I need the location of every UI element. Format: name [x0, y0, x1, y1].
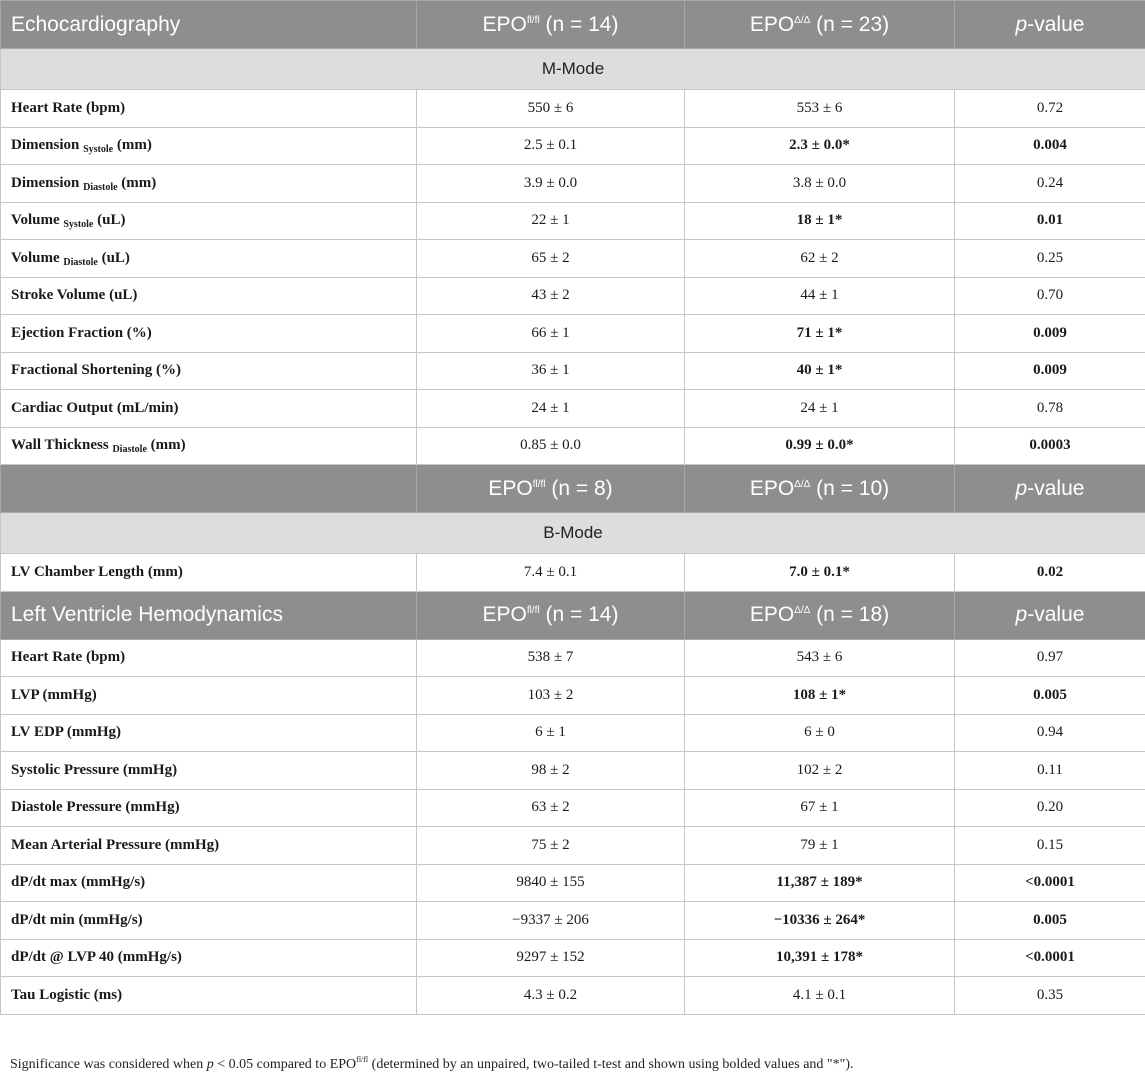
mode-subheader-row	[1, 513, 1145, 554]
label-text: dP/dt min (mmHg/s)	[11, 911, 143, 928]
knockout-value: 67 ± 1	[685, 789, 955, 827]
table-row	[1, 352, 1145, 390]
label-text: Volume	[11, 249, 64, 266]
control-value: 63 ± 2	[417, 789, 685, 827]
knockout-value: 102 ± 2	[685, 752, 955, 790]
measurement-label	[1, 554, 417, 592]
control-value: 0.85 ± 0.0	[417, 427, 685, 465]
p-value-column-header	[955, 465, 1145, 513]
measurement-label	[1, 939, 417, 977]
p-value: 0.70	[955, 277, 1145, 315]
knockout-value: 3.8 ± 0.0	[685, 165, 955, 203]
measurement-label	[1, 752, 417, 790]
label-text: Heart Rate (bpm)	[11, 649, 126, 666]
sample-size: (n = 10)	[810, 476, 890, 500]
knockout-value: 44 ± 1	[685, 277, 955, 315]
table-row	[1, 427, 1145, 465]
knockout-value: 71 ± 1*	[685, 315, 955, 353]
label-text: Volume	[11, 212, 64, 229]
knockout-value: 11,387 ± 189*	[685, 864, 955, 902]
control-value: 22 ± 1	[417, 202, 685, 240]
section-header-row	[1, 1, 1145, 49]
label-text: Diastole Pressure (mmHg)	[11, 799, 180, 816]
control-value: 24 ± 1	[417, 390, 685, 428]
p-value: 0.20	[955, 789, 1145, 827]
p-suffix: -value	[1027, 476, 1085, 500]
label-text: dP/dt max (mmHg/s)	[11, 874, 146, 891]
control-value: 98 ± 2	[417, 752, 685, 790]
label-text: Stroke Volume (uL)	[11, 287, 138, 304]
group-column-header	[685, 1, 955, 49]
knockout-value: 24 ± 1	[685, 390, 955, 428]
table-row	[1, 277, 1145, 315]
control-value: 9297 ± 152	[417, 939, 685, 977]
knockout-value: 543 ± 6	[685, 639, 955, 677]
p-value: 0.97	[955, 639, 1145, 677]
measurement-label	[1, 977, 417, 1015]
sample-size: (n = 8)	[545, 476, 613, 500]
control-value: 550 ± 6	[417, 90, 685, 128]
mode-subheader: B-Mode	[1, 513, 1145, 554]
table-row	[1, 902, 1145, 940]
control-value: 538 ± 7	[417, 639, 685, 677]
label-text: LV EDP (mmHg)	[11, 724, 122, 741]
label-text: Ejection Fraction (%)	[11, 324, 152, 341]
label-text: Dimension	[11, 174, 84, 191]
measurement-label	[1, 864, 417, 902]
knockout-value: 6 ± 0	[685, 714, 955, 752]
group-name: EPO	[749, 12, 795, 36]
measurement-label	[1, 127, 417, 165]
mode-subheader: M-Mode	[1, 49, 1145, 90]
measurement-label	[1, 427, 417, 465]
table-row	[1, 202, 1145, 240]
table-row	[1, 977, 1145, 1015]
p-value: 0.15	[955, 827, 1145, 865]
knockout-value: 4.1 ± 0.1	[685, 977, 955, 1015]
measurement-label	[1, 202, 417, 240]
section-title: Echocardiography	[1, 1, 417, 49]
control-value: 3.9 ± 0.0	[417, 165, 685, 203]
p-value: 0.94	[955, 714, 1145, 752]
label-text: Cardiac Output (mL/min)	[11, 399, 179, 416]
measurement-label	[1, 352, 417, 390]
label-unit: (mm)	[146, 437, 186, 454]
control-value: 7.4 ± 0.1	[417, 554, 685, 592]
control-value: 36 ± 1	[417, 352, 685, 390]
label-subscript: Systole	[83, 144, 114, 156]
measurement-label	[1, 827, 417, 865]
group-column-header	[685, 465, 955, 513]
table-row	[1, 789, 1145, 827]
knockout-value: 0.99 ± 0.0*	[685, 427, 955, 465]
p-value: 0.009	[955, 352, 1145, 390]
p-value: 0.11	[955, 752, 1145, 790]
label-unit: (mm)	[117, 174, 157, 191]
table-footnote: Significance was considered when p < 0.05 compared to $EPO^{fl/fl}$ (determined by an unpaired, two-tailed t-test and shown using bolded values and "*").	[10, 1055, 854, 1072]
genotype-superscript: fl/fl	[526, 14, 540, 26]
control-value: 65 ± 2	[417, 240, 685, 278]
group-name: EPO	[488, 476, 533, 500]
table-row	[1, 390, 1145, 428]
p-value-column-header	[955, 1, 1145, 49]
label-text: dP/dt @ LVP 40 (mmHg/s)	[11, 949, 182, 966]
knockout-value: 10,391 ± 178*	[685, 939, 955, 977]
table-row	[1, 639, 1145, 677]
group-column-header	[417, 1, 685, 49]
knockout-value: −10336 ± 264*	[685, 902, 955, 940]
table-row	[1, 554, 1145, 592]
label-text: Dimension	[11, 137, 84, 154]
table-row	[1, 677, 1145, 715]
p-value: 0.72	[955, 90, 1145, 128]
table-row	[1, 939, 1145, 977]
knockout-value: 553 ± 6	[685, 90, 955, 128]
group-name: EPO	[482, 12, 527, 36]
label-subscript: Diastole	[63, 256, 98, 268]
p-value: 0.01	[955, 202, 1145, 240]
p-value: <0.0001	[955, 864, 1145, 902]
p-value: 0.004	[955, 127, 1145, 165]
knockout-value: 18 ± 1*	[685, 202, 955, 240]
control-value: 6 ± 1	[417, 714, 685, 752]
label-subscript: Diastole	[83, 181, 118, 193]
table-row	[1, 127, 1145, 165]
p-value: 0.24	[955, 165, 1145, 203]
measurement-label	[1, 240, 417, 278]
table-row	[1, 864, 1145, 902]
p-value: 0.02	[955, 554, 1145, 592]
table-row	[1, 315, 1145, 353]
p-value: 0.25	[955, 240, 1145, 278]
p-value: 0.0003	[955, 427, 1145, 465]
control-value: −9337 ± 206	[417, 902, 685, 940]
control-value: 2.5 ± 0.1	[417, 127, 685, 165]
label-subscript: Systole	[63, 219, 94, 231]
label-unit: (mm)	[113, 137, 152, 154]
label-unit: (uL)	[93, 212, 126, 229]
label-text: Systolic Pressure (mmHg)	[11, 761, 178, 778]
control-value: 66 ± 1	[417, 315, 685, 353]
measurement-label	[1, 390, 417, 428]
group-name: EPO	[749, 476, 795, 500]
measurement-label	[1, 90, 417, 128]
table-row	[1, 90, 1145, 128]
section-header-row	[1, 591, 1145, 639]
group-name: EPO	[482, 603, 527, 626]
table-row	[1, 827, 1145, 865]
genotype-superscript: Δ/Δ	[794, 478, 811, 490]
label-text: Tau Logistic (ms)	[11, 986, 123, 1003]
knockout-value: 40 ± 1*	[685, 352, 955, 390]
knockout-value: 62 ± 2	[685, 240, 955, 278]
knockout-value: 79 ± 1	[685, 827, 955, 865]
p-value: 0.78	[955, 390, 1145, 428]
p-italic: p	[1015, 603, 1028, 626]
measurement-label	[1, 677, 417, 715]
control-value: 43 ± 2	[417, 277, 685, 315]
p-value: 0.005	[955, 677, 1145, 715]
p-suffix: -value	[1027, 603, 1085, 626]
control-value: 75 ± 2	[417, 827, 685, 865]
measurement-label	[1, 315, 417, 353]
genotype-superscript: fl/fl	[532, 478, 546, 490]
measurement-label	[1, 639, 417, 677]
knockout-value: 2.3 ± 0.0*	[685, 127, 955, 165]
section-header-row	[1, 465, 1145, 513]
table-row	[1, 240, 1145, 278]
p-value: 0.009	[955, 315, 1145, 353]
section-title	[1, 465, 417, 513]
sample-size: (n = 14)	[539, 603, 619, 626]
measurement-label	[1, 277, 417, 315]
label-text: LV Chamber Length (mm)	[11, 563, 183, 580]
genotype-superscript: Δ/Δ	[794, 14, 811, 26]
genotype-superscript: Δ/Δ	[794, 605, 811, 616]
label-text: Mean Arterial Pressure (mmHg)	[11, 836, 220, 853]
p-italic: p	[1015, 12, 1028, 36]
table-row	[1, 714, 1145, 752]
table-row	[1, 165, 1145, 203]
section-title: Left Ventricle Hemodynamics	[1, 591, 417, 639]
p-value: 0.005	[955, 902, 1145, 940]
group-column-header	[685, 591, 955, 639]
mode-subheader-row	[1, 49, 1145, 90]
measurement-label	[1, 714, 417, 752]
label-text: Fractional Shortening (%)	[11, 362, 181, 379]
label-unit: (uL)	[97, 249, 130, 266]
group-column-header	[417, 591, 685, 639]
measurement-label	[1, 902, 417, 940]
sample-size: (n = 14)	[539, 12, 619, 36]
group-column-header	[417, 465, 685, 513]
p-suffix: -value	[1027, 12, 1085, 36]
group-name: EPO	[749, 603, 795, 626]
knockout-value: 108 ± 1*	[685, 677, 955, 715]
p-italic: p	[1015, 476, 1028, 500]
p-value: <0.0001	[955, 939, 1145, 977]
label-text: Heart Rate (bpm)	[11, 99, 126, 116]
control-value: 103 ± 2	[417, 677, 685, 715]
sample-size: (n = 23)	[810, 12, 890, 36]
label-text: Wall Thickness	[11, 437, 113, 454]
p-value: 0.35	[955, 977, 1145, 1015]
measurement-label	[1, 789, 417, 827]
genotype-superscript: fl/fl	[526, 605, 540, 616]
control-value: 4.3 ± 0.2	[417, 977, 685, 1015]
label-subscript: Diastole	[112, 444, 147, 456]
knockout-value: 7.0 ± 0.1*	[685, 554, 955, 592]
control-value: 9840 ± 155	[417, 864, 685, 902]
p-value-column-header	[955, 591, 1145, 639]
label-text: LVP (mmHg)	[11, 686, 97, 703]
measurement-label	[1, 165, 417, 203]
sample-size: (n = 18)	[810, 603, 890, 626]
table-row	[1, 752, 1145, 790]
